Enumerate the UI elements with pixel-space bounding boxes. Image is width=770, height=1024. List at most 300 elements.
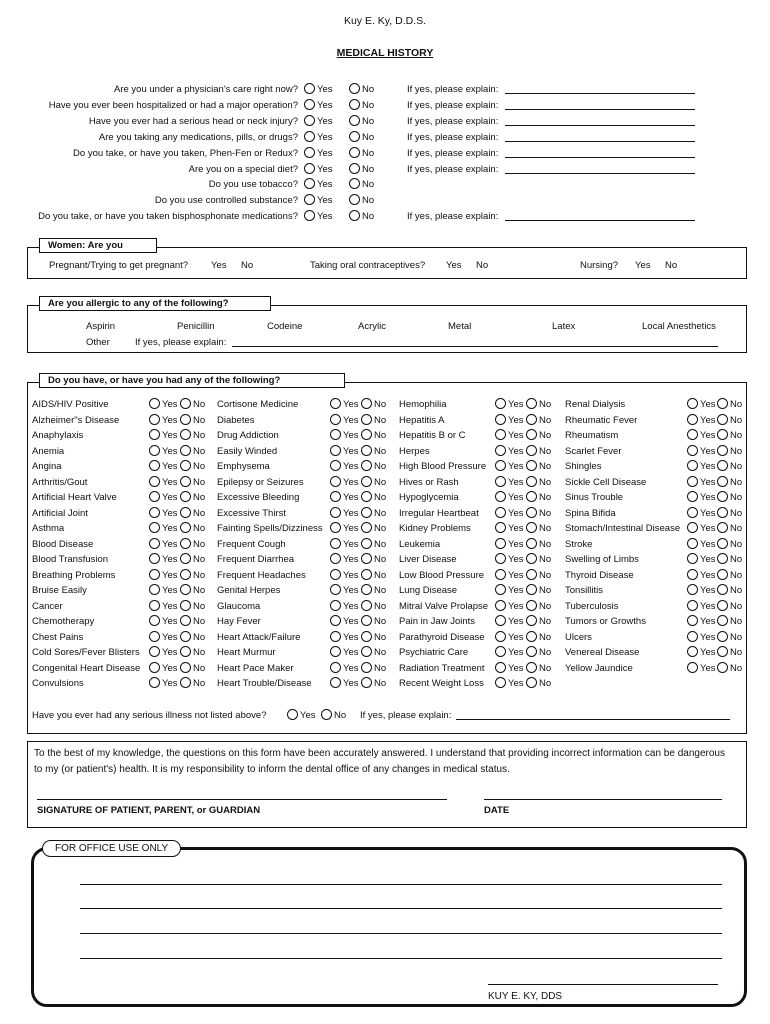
yes-radio-icon[interactable] <box>149 476 160 487</box>
condition-3-9-yes[interactable] <box>687 538 716 550</box>
yes-radio-icon[interactable] <box>495 398 506 409</box>
condition-3-12-no[interactable] <box>717 584 742 596</box>
yes-radio-icon[interactable] <box>687 553 698 564</box>
yes-radio-icon[interactable] <box>495 662 506 673</box>
condition-2-12-yes[interactable] <box>495 584 524 596</box>
condition-1-9-yes[interactable] <box>330 538 359 550</box>
question-0-no[interactable] <box>349 83 374 95</box>
yes-radio-icon[interactable] <box>495 522 506 533</box>
yes-radio-icon[interactable] <box>495 569 506 580</box>
condition-1-0-no[interactable] <box>361 398 386 410</box>
condition-3-7-no[interactable] <box>717 507 742 519</box>
condition-3-3-no[interactable] <box>717 445 742 457</box>
condition-1-4-yes[interactable] <box>330 460 359 472</box>
condition-3-7-yes[interactable] <box>687 507 716 519</box>
no-radio-icon[interactable] <box>526 414 537 425</box>
yes-radio-icon[interactable] <box>330 569 341 580</box>
yes-radio-icon[interactable] <box>149 615 160 626</box>
no-radio-icon[interactable] <box>180 460 191 471</box>
condition-2-17-yes[interactable] <box>495 662 524 674</box>
yes-radio-icon[interactable] <box>149 538 160 549</box>
condition-2-16-no[interactable] <box>526 646 551 658</box>
condition-0-7-yes[interactable] <box>149 507 178 519</box>
condition-3-6-yes[interactable] <box>687 491 716 503</box>
yes-radio-icon[interactable] <box>330 584 341 595</box>
yes-radio-icon[interactable] <box>495 646 506 657</box>
no-radio-icon[interactable] <box>349 178 360 189</box>
condition-2-7-yes[interactable] <box>495 507 524 519</box>
no-radio-icon[interactable] <box>180 476 191 487</box>
no-radio-icon[interactable] <box>180 615 191 626</box>
no-radio-icon[interactable] <box>361 677 372 688</box>
explain-line[interactable] <box>505 93 695 94</box>
no-radio-icon[interactable] <box>717 491 728 502</box>
condition-0-14-no[interactable] <box>180 615 205 627</box>
no-radio-icon[interactable] <box>526 584 537 595</box>
no-radio-icon[interactable] <box>526 460 537 471</box>
yes-radio-icon[interactable] <box>149 445 160 456</box>
yes-radio-icon[interactable] <box>149 429 160 440</box>
no-radio-icon[interactable] <box>717 584 728 595</box>
no-radio-icon[interactable] <box>361 491 372 502</box>
explain-line[interactable] <box>505 141 695 142</box>
no-radio-icon[interactable] <box>717 507 728 518</box>
condition-3-2-no[interactable] <box>717 429 742 441</box>
no-radio-icon[interactable] <box>180 414 191 425</box>
no-radio-icon[interactable] <box>361 662 372 673</box>
condition-2-7-no[interactable] <box>526 507 551 519</box>
yes-radio-icon[interactable] <box>304 147 315 158</box>
condition-1-2-yes[interactable] <box>330 429 359 441</box>
condition-0-8-yes[interactable] <box>149 522 178 534</box>
condition-0-0-yes[interactable] <box>149 398 178 410</box>
allergy-acrylic[interactable]: Acrylic <box>358 321 386 332</box>
no-radio-icon[interactable] <box>717 445 728 456</box>
question-8-no[interactable] <box>349 210 374 222</box>
other-illness-yes[interactable] <box>287 709 316 721</box>
condition-1-13-yes[interactable] <box>330 600 359 612</box>
condition-3-8-yes[interactable] <box>687 522 716 534</box>
condition-1-7-no[interactable] <box>361 507 386 519</box>
no-radio-icon[interactable] <box>526 677 537 688</box>
condition-1-5-yes[interactable] <box>330 476 359 488</box>
question-3-yes[interactable] <box>304 131 333 143</box>
condition-0-10-yes[interactable] <box>149 553 178 565</box>
condition-1-15-yes[interactable] <box>330 631 359 643</box>
condition-3-2-yes[interactable] <box>687 429 716 441</box>
condition-2-0-no[interactable] <box>526 398 551 410</box>
yes-radio-icon[interactable] <box>687 414 698 425</box>
allergy-latex[interactable]: Latex <box>552 321 576 332</box>
no-radio-icon[interactable] <box>717 631 728 642</box>
condition-0-15-yes[interactable] <box>149 631 178 643</box>
yes-radio-icon[interactable] <box>330 538 341 549</box>
condition-3-4-no[interactable] <box>717 460 742 472</box>
allergy-explain-line[interactable] <box>232 346 718 347</box>
yes-radio-icon[interactable] <box>304 115 315 126</box>
yes-radio-icon[interactable] <box>330 522 341 533</box>
no-radio-icon[interactable] <box>361 522 372 533</box>
allergy-local-anesthetics[interactable]: Local Anesthetics <box>642 321 716 332</box>
condition-0-9-no[interactable] <box>180 538 205 550</box>
yes-radio-icon[interactable] <box>687 538 698 549</box>
yes-radio-icon[interactable] <box>495 507 506 518</box>
no-radio-icon[interactable] <box>526 491 537 502</box>
no-radio-icon[interactable] <box>361 507 372 518</box>
condition-0-6-no[interactable] <box>180 491 205 503</box>
condition-1-17-no[interactable] <box>361 662 386 674</box>
condition-0-4-no[interactable] <box>180 460 205 472</box>
condition-1-17-yes[interactable] <box>330 662 359 674</box>
yes-radio-icon[interactable] <box>330 460 341 471</box>
condition-1-10-no[interactable] <box>361 553 386 565</box>
no-radio-icon[interactable] <box>321 709 332 720</box>
yes-radio-icon[interactable] <box>495 491 506 502</box>
condition-2-8-no[interactable] <box>526 522 551 534</box>
no-radio-icon[interactable] <box>361 569 372 580</box>
condition-0-18-no[interactable] <box>180 677 205 689</box>
condition-2-3-no[interactable] <box>526 445 551 457</box>
no-radio-icon[interactable] <box>180 553 191 564</box>
no-radio-icon[interactable] <box>526 600 537 611</box>
condition-2-9-yes[interactable] <box>495 538 524 550</box>
explain-line[interactable] <box>505 220 695 221</box>
yes-radio-icon[interactable] <box>495 600 506 611</box>
no-radio-icon[interactable] <box>180 538 191 549</box>
yes-radio-icon[interactable] <box>330 662 341 673</box>
allergy-other[interactable]: Other <box>86 337 110 348</box>
office-line-3[interactable] <box>80 933 722 934</box>
condition-2-16-yes[interactable] <box>495 646 524 658</box>
no-radio-icon[interactable] <box>526 662 537 673</box>
condition-2-6-yes[interactable] <box>495 491 524 503</box>
condition-2-2-yes[interactable] <box>495 429 524 441</box>
condition-3-8-no[interactable] <box>717 522 742 534</box>
no-radio-icon[interactable] <box>349 99 360 110</box>
condition-3-15-yes[interactable] <box>687 631 716 643</box>
no-radio-icon[interactable] <box>361 615 372 626</box>
date-line[interactable] <box>484 799 722 800</box>
question-2-yes[interactable] <box>304 115 333 127</box>
question-6-no[interactable] <box>349 178 374 190</box>
no-radio-icon[interactable] <box>349 83 360 94</box>
condition-1-0-yes[interactable] <box>330 398 359 410</box>
condition-3-0-no[interactable] <box>717 398 742 410</box>
question-0-yes[interactable] <box>304 83 333 95</box>
yes-radio-icon[interactable] <box>149 677 160 688</box>
condition-2-17-no[interactable] <box>526 662 551 674</box>
yes-radio-icon[interactable] <box>149 522 160 533</box>
no-radio-icon[interactable] <box>361 445 372 456</box>
condition-2-15-yes[interactable] <box>495 631 524 643</box>
no-radio-icon[interactable] <box>180 584 191 595</box>
yes-radio-icon[interactable] <box>495 631 506 642</box>
yes-radio-icon[interactable] <box>495 584 506 595</box>
no-radio-icon[interactable] <box>717 476 728 487</box>
condition-0-5-yes[interactable] <box>149 476 178 488</box>
condition-2-5-no[interactable] <box>526 476 551 488</box>
no-radio-icon[interactable] <box>526 522 537 533</box>
yes-radio-icon[interactable] <box>149 414 160 425</box>
no-radio-icon[interactable] <box>180 491 191 502</box>
condition-3-1-yes[interactable] <box>687 414 716 426</box>
no-radio-icon[interactable] <box>361 584 372 595</box>
explain-line[interactable] <box>505 173 695 174</box>
explain-line[interactable] <box>505 109 695 110</box>
no-radio-icon[interactable] <box>361 600 372 611</box>
no-radio-icon[interactable] <box>180 631 191 642</box>
yes-radio-icon[interactable] <box>495 429 506 440</box>
yes-radio-icon[interactable] <box>330 476 341 487</box>
yes-radio-icon[interactable] <box>330 445 341 456</box>
condition-2-11-no[interactable] <box>526 569 551 581</box>
no-radio-icon[interactable] <box>361 460 372 471</box>
no-radio-icon[interactable] <box>717 600 728 611</box>
condition-0-3-yes[interactable] <box>149 445 178 457</box>
condition-0-7-no[interactable] <box>180 507 205 519</box>
condition-2-12-no[interactable] <box>526 584 551 596</box>
office-signature-line[interactable] <box>488 984 718 985</box>
yes-radio-icon[interactable] <box>330 615 341 626</box>
no-radio-icon[interactable] <box>361 631 372 642</box>
explain-line[interactable] <box>505 125 695 126</box>
condition-2-4-no[interactable] <box>526 460 551 472</box>
no-radio-icon[interactable] <box>717 615 728 626</box>
question-6-yes[interactable] <box>304 178 333 190</box>
yes-radio-icon[interactable] <box>330 600 341 611</box>
condition-0-12-no[interactable] <box>180 584 205 596</box>
condition-3-5-yes[interactable] <box>687 476 716 488</box>
condition-0-8-no[interactable] <box>180 522 205 534</box>
question-2-no[interactable] <box>349 115 374 127</box>
yes-radio-icon[interactable] <box>687 476 698 487</box>
condition-0-5-no[interactable] <box>180 476 205 488</box>
no-radio-icon[interactable] <box>180 600 191 611</box>
condition-2-4-yes[interactable] <box>495 460 524 472</box>
condition-0-13-no[interactable] <box>180 600 205 612</box>
condition-1-7-yes[interactable] <box>330 507 359 519</box>
no-radio-icon[interactable] <box>526 646 537 657</box>
condition-1-16-yes[interactable] <box>330 646 359 658</box>
condition-3-16-yes[interactable] <box>687 646 716 658</box>
no-radio-icon[interactable] <box>180 677 191 688</box>
condition-3-3-yes[interactable] <box>687 445 716 457</box>
oral-no[interactable]: No <box>476 260 489 271</box>
yes-radio-icon[interactable] <box>304 163 315 174</box>
yes-radio-icon[interactable] <box>149 584 160 595</box>
yes-radio-icon[interactable] <box>149 646 160 657</box>
no-radio-icon[interactable] <box>361 414 372 425</box>
condition-0-16-yes[interactable] <box>149 646 178 658</box>
condition-1-1-no[interactable] <box>361 414 386 426</box>
no-radio-icon[interactable] <box>361 398 372 409</box>
condition-2-0-yes[interactable] <box>495 398 524 410</box>
condition-3-6-no[interactable] <box>717 491 742 503</box>
condition-2-13-no[interactable] <box>526 600 551 612</box>
no-radio-icon[interactable] <box>717 522 728 533</box>
pregnant-yes[interactable]: Yes <box>211 260 227 271</box>
condition-1-4-no[interactable] <box>361 460 386 472</box>
no-radio-icon[interactable] <box>526 398 537 409</box>
other-illness-explain-line[interactable] <box>456 719 730 720</box>
yes-radio-icon[interactable] <box>687 522 698 533</box>
question-4-no[interactable] <box>349 147 374 159</box>
office-line-4[interactable] <box>80 958 722 959</box>
yes-radio-icon[interactable] <box>149 553 160 564</box>
no-radio-icon[interactable] <box>361 429 372 440</box>
allergy-codeine[interactable]: Codeine <box>267 321 303 332</box>
no-radio-icon[interactable] <box>180 522 191 533</box>
no-radio-icon[interactable] <box>717 414 728 425</box>
condition-1-18-no[interactable] <box>361 677 386 689</box>
question-1-no[interactable] <box>349 99 374 111</box>
no-radio-icon[interactable] <box>526 569 537 580</box>
condition-3-4-yes[interactable] <box>687 460 716 472</box>
yes-radio-icon[interactable] <box>304 99 315 110</box>
no-radio-icon[interactable] <box>717 398 728 409</box>
condition-3-1-no[interactable] <box>717 414 742 426</box>
condition-0-13-yes[interactable] <box>149 600 178 612</box>
yes-radio-icon[interactable] <box>495 553 506 564</box>
yes-radio-icon[interactable] <box>304 131 315 142</box>
condition-1-6-yes[interactable] <box>330 491 359 503</box>
yes-radio-icon[interactable] <box>330 553 341 564</box>
condition-1-2-no[interactable] <box>361 429 386 441</box>
nursing-no[interactable]: No <box>665 260 678 271</box>
condition-1-5-no[interactable] <box>361 476 386 488</box>
condition-2-3-yes[interactable] <box>495 445 524 457</box>
no-radio-icon[interactable] <box>717 646 728 657</box>
no-radio-icon[interactable] <box>526 615 537 626</box>
allergy-penicillin[interactable]: Penicillin <box>177 321 215 332</box>
allergy-metal[interactable]: Metal <box>448 321 472 332</box>
yes-radio-icon[interactable] <box>330 491 341 502</box>
condition-3-5-no[interactable] <box>717 476 742 488</box>
condition-1-14-no[interactable] <box>361 615 386 627</box>
condition-3-14-yes[interactable] <box>687 615 716 627</box>
yes-radio-icon[interactable] <box>149 662 160 673</box>
no-radio-icon[interactable] <box>180 445 191 456</box>
condition-3-17-yes[interactable] <box>687 662 716 674</box>
condition-0-1-no[interactable] <box>180 414 205 426</box>
no-radio-icon[interactable] <box>180 569 191 580</box>
yes-radio-icon[interactable] <box>287 709 298 720</box>
condition-3-15-no[interactable] <box>717 631 742 643</box>
no-radio-icon[interactable] <box>717 569 728 580</box>
condition-1-8-no[interactable] <box>361 522 386 534</box>
condition-1-8-yes[interactable] <box>330 522 359 534</box>
no-radio-icon[interactable] <box>349 194 360 205</box>
condition-3-9-no[interactable] <box>717 538 742 550</box>
no-radio-icon[interactable] <box>180 429 191 440</box>
condition-3-13-no[interactable] <box>717 600 742 612</box>
condition-2-13-yes[interactable] <box>495 600 524 612</box>
condition-0-11-yes[interactable] <box>149 569 178 581</box>
no-radio-icon[interactable] <box>717 662 728 673</box>
yes-radio-icon[interactable] <box>495 414 506 425</box>
condition-2-10-yes[interactable] <box>495 553 524 565</box>
office-line-2[interactable] <box>80 908 722 909</box>
condition-3-11-no[interactable] <box>717 569 742 581</box>
condition-1-11-no[interactable] <box>361 569 386 581</box>
other-illness-no[interactable] <box>321 709 346 721</box>
yes-radio-icon[interactable] <box>330 631 341 642</box>
condition-0-12-yes[interactable] <box>149 584 178 596</box>
yes-radio-icon[interactable] <box>687 584 698 595</box>
question-7-no[interactable] <box>349 194 374 206</box>
no-radio-icon[interactable] <box>180 646 191 657</box>
condition-2-1-no[interactable] <box>526 414 551 426</box>
yes-radio-icon[interactable] <box>687 615 698 626</box>
condition-0-16-no[interactable] <box>180 646 205 658</box>
condition-3-10-no[interactable] <box>717 553 742 565</box>
condition-3-0-yes[interactable] <box>687 398 716 410</box>
pregnant-no[interactable]: No <box>241 260 254 271</box>
yes-radio-icon[interactable] <box>687 491 698 502</box>
office-line-1[interactable] <box>80 884 722 885</box>
condition-3-13-yes[interactable] <box>687 600 716 612</box>
yes-radio-icon[interactable] <box>687 398 698 409</box>
condition-2-18-yes[interactable] <box>495 677 524 689</box>
condition-1-6-no[interactable] <box>361 491 386 503</box>
question-5-no[interactable] <box>349 163 374 175</box>
yes-radio-icon[interactable] <box>149 569 160 580</box>
condition-2-6-no[interactable] <box>526 491 551 503</box>
yes-radio-icon[interactable] <box>495 615 506 626</box>
condition-0-17-yes[interactable] <box>149 662 178 674</box>
yes-radio-icon[interactable] <box>495 445 506 456</box>
yes-radio-icon[interactable] <box>687 445 698 456</box>
no-radio-icon[interactable] <box>526 429 537 440</box>
condition-1-12-yes[interactable] <box>330 584 359 596</box>
condition-3-14-no[interactable] <box>717 615 742 627</box>
condition-2-9-no[interactable] <box>526 538 551 550</box>
yes-radio-icon[interactable] <box>687 507 698 518</box>
condition-0-15-no[interactable] <box>180 631 205 643</box>
no-radio-icon[interactable] <box>717 553 728 564</box>
question-3-no[interactable] <box>349 131 374 143</box>
condition-0-17-no[interactable] <box>180 662 205 674</box>
question-5-yes[interactable] <box>304 163 333 175</box>
yes-radio-icon[interactable] <box>495 476 506 487</box>
oral-yes[interactable]: Yes <box>446 260 462 271</box>
question-7-yes[interactable] <box>304 194 333 206</box>
condition-0-14-yes[interactable] <box>149 615 178 627</box>
nursing-yes[interactable]: Yes <box>635 260 651 271</box>
condition-1-13-no[interactable] <box>361 600 386 612</box>
yes-radio-icon[interactable] <box>330 398 341 409</box>
yes-radio-icon[interactable] <box>330 646 341 657</box>
condition-0-10-no[interactable] <box>180 553 205 565</box>
no-radio-icon[interactable] <box>717 460 728 471</box>
yes-radio-icon[interactable] <box>687 429 698 440</box>
yes-radio-icon[interactable] <box>687 569 698 580</box>
condition-0-4-yes[interactable] <box>149 460 178 472</box>
condition-0-18-yes[interactable] <box>149 677 178 689</box>
yes-radio-icon[interactable] <box>149 460 160 471</box>
no-radio-icon[interactable] <box>526 538 537 549</box>
question-1-yes[interactable] <box>304 99 333 111</box>
no-radio-icon[interactable] <box>361 476 372 487</box>
yes-radio-icon[interactable] <box>304 210 315 221</box>
yes-radio-icon[interactable] <box>687 600 698 611</box>
condition-2-8-yes[interactable] <box>495 522 524 534</box>
condition-0-0-no[interactable] <box>180 398 205 410</box>
explain-line[interactable] <box>505 157 695 158</box>
condition-2-1-yes[interactable] <box>495 414 524 426</box>
yes-radio-icon[interactable] <box>330 507 341 518</box>
question-8-yes[interactable] <box>304 210 333 222</box>
